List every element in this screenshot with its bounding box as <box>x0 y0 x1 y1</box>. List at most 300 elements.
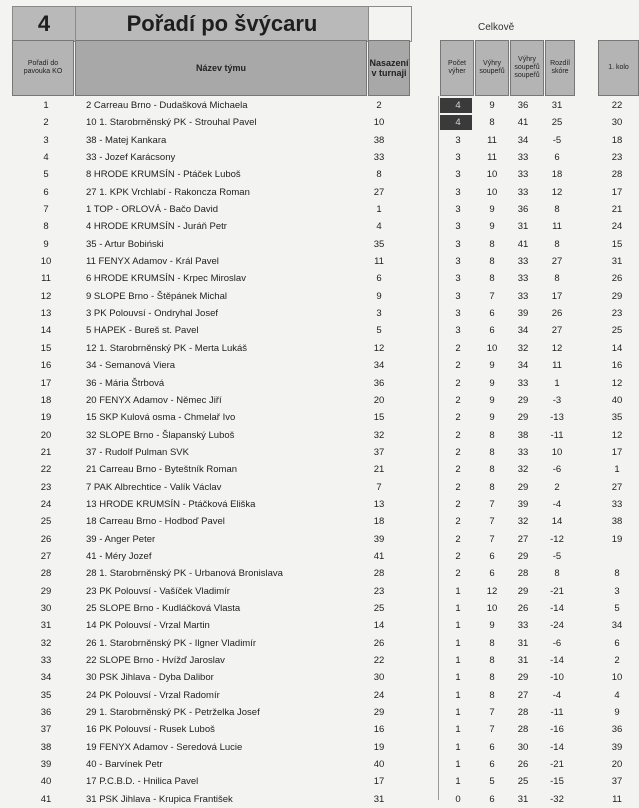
diff-cell: 11 <box>552 221 562 233</box>
wins-cell: 3 <box>455 325 461 337</box>
opp-wins-cell: 6 <box>489 550 495 562</box>
wins-cell: 2 <box>455 360 461 372</box>
round1-cell: 15 <box>611 238 623 250</box>
opp-wins-cell: 7 <box>489 516 495 528</box>
team-cell: 30 PSK Jihlava - Dyba Dalibor <box>86 672 214 684</box>
rank-cell: 25 <box>40 516 52 528</box>
rank-cell: 19 <box>40 412 52 424</box>
team-cell: 28 1. Starobrněnský PK - Urbanová Bronislava <box>86 568 283 580</box>
wins-of-opp-cell: 31 <box>517 637 529 649</box>
round1-cell: 14 <box>611 342 623 354</box>
rank-cell: 4 <box>43 152 49 164</box>
round1-cell: 10 <box>611 672 623 684</box>
diff-cell: -16 <box>550 724 564 736</box>
rank-cell: 29 <box>40 585 52 597</box>
wins-cell: 0 <box>455 793 461 805</box>
wins-of-opp-cell: 30 <box>517 741 529 753</box>
team-cell: 21 Carreau Brno - Byteštník Roman <box>86 464 238 476</box>
wins-cell: 3 <box>455 221 461 233</box>
opp-wins-cell: 7 <box>489 724 495 736</box>
rank-cell: 18 <box>40 394 52 406</box>
seed-cell: 6 <box>376 273 382 285</box>
round1-cell: 28 <box>611 169 623 181</box>
table-row <box>0 375 639 392</box>
table-row <box>0 114 639 131</box>
wins-of-opp-cell: 33 <box>517 169 529 181</box>
wins-of-opp-cell: 26 <box>517 759 529 771</box>
round1-cell: 35 <box>611 412 623 424</box>
rank-cell: 11 <box>41 273 51 285</box>
round1-cell: 3 <box>614 585 620 597</box>
rank-cell: 10 <box>40 256 52 268</box>
seed-cell: 24 <box>373 689 385 701</box>
opp-wins-cell: 10 <box>486 186 498 198</box>
round1-cell: 25 <box>611 325 623 337</box>
opp-wins-cell: 11 <box>487 134 497 146</box>
table-row <box>0 132 639 149</box>
rank-cell: 41 <box>40 793 52 805</box>
wins-of-opp-cell: 33 <box>517 256 529 268</box>
seed-cell: 14 <box>373 620 385 632</box>
diff-cell: 10 <box>551 446 563 458</box>
round1-cell: 30 <box>611 117 623 129</box>
seed-cell: 20 <box>373 394 385 406</box>
table-row <box>0 288 639 305</box>
table-row <box>0 409 639 426</box>
diff-cell: -10 <box>550 672 564 684</box>
rank-cell: 14 <box>40 325 52 337</box>
diff-cell: 27 <box>551 256 563 268</box>
team-cell: 3 PK Polouvsí - Ondryhal Josef <box>86 308 219 320</box>
round1-cell: 18 <box>611 134 623 146</box>
team-cell: 35 - Artur Bobiński <box>86 238 164 250</box>
diff-cell: -4 <box>552 689 562 701</box>
rank-cell: 13 <box>40 308 52 320</box>
table-row <box>0 617 639 634</box>
opp-wins-cell: 8 <box>489 655 495 666</box>
opp-wins-cell: 8 <box>489 637 495 649</box>
team-cell: 22 SLOPE Brno - Hvížď Jaroslav <box>86 655 225 666</box>
team-cell: 10 1. Starobrněnský PK - Strouhal Pavel <box>86 117 257 129</box>
seed-cell: 12 <box>373 342 385 354</box>
team-cell: 27 1. KPK Vrchlabí - Rakoncza Roman <box>86 186 250 198</box>
table-row <box>0 756 639 773</box>
wins-cell: 1 <box>455 724 461 736</box>
col-wins: Počet výher <box>440 40 474 96</box>
opp-wins-cell: 8 <box>489 117 495 129</box>
seed-cell: 2 <box>376 100 382 111</box>
diff-cell: -6 <box>552 637 562 649</box>
rank-cell: 32 <box>40 637 52 649</box>
team-cell: 29 1. Starobrněnský PK - Petrželka Josef <box>86 707 260 719</box>
seed-cell: 41 <box>373 550 385 562</box>
col-opp-wins: Výhry soupeřů <box>475 40 509 96</box>
rank-cell: 22 <box>40 464 52 476</box>
team-cell: 14 PK Polouvsí - Vrzal Martin <box>86 620 210 632</box>
opp-wins-cell: 6 <box>489 793 495 805</box>
wins-of-opp-cell: 32 <box>517 342 529 354</box>
wins-cell: 4 <box>455 117 461 129</box>
team-cell: 12 1. Starobrněnský PK - Merta Lukáš <box>86 342 248 354</box>
diff-cell: -32 <box>550 793 564 805</box>
wins-of-opp-cell: 36 <box>517 204 529 216</box>
opp-wins-cell: 8 <box>489 672 495 684</box>
wins-of-opp-cell: 31 <box>517 793 529 805</box>
opp-wins-cell: 6 <box>489 325 495 337</box>
wins-cell: 1 <box>455 637 461 649</box>
table-row <box>0 513 639 530</box>
wins-of-opp-cell: 33 <box>517 290 529 302</box>
opp-wins-cell: 6 <box>489 759 495 771</box>
round1-cell: 4 <box>614 689 620 701</box>
round1-cell: 29 <box>611 290 623 302</box>
table-row <box>0 479 639 496</box>
team-cell: 32 SLOPE Brno - Šlapanský Luboš <box>86 429 235 441</box>
table-row <box>0 340 639 357</box>
wins-cell: 1 <box>455 655 461 666</box>
table-row <box>0 236 639 253</box>
diff-cell: 11 <box>552 360 562 372</box>
opp-wins-cell: 11 <box>487 152 497 164</box>
seed-cell: 18 <box>373 516 385 528</box>
wins-of-opp-cell: 33 <box>517 152 529 164</box>
round1-cell: 31 <box>611 256 623 268</box>
wins-cell: 1 <box>455 620 461 632</box>
diff-cell: 2 <box>554 481 560 493</box>
table-row <box>0 496 639 513</box>
round1-cell: 26 <box>611 273 623 285</box>
header-blank-cell <box>368 6 412 42</box>
col-wins-of-opp: Výhry soupeřů soupeřů <box>510 40 544 96</box>
team-cell: 38 - Matej Kankara <box>86 134 167 146</box>
table-row <box>0 600 639 617</box>
wins-cell: 2 <box>455 550 461 562</box>
team-cell: 7 PAK Albrechtice - Valík Václav <box>86 481 222 493</box>
rank-cell: 2 <box>43 117 49 129</box>
wins-cell: 2 <box>455 446 461 458</box>
seed-cell: 17 <box>373 776 385 788</box>
diff-cell: -11 <box>550 707 564 719</box>
wins-of-opp-cell: 29 <box>517 672 529 684</box>
wins-of-opp-cell: 39 <box>517 498 529 510</box>
seed-cell: 31 <box>373 793 385 805</box>
wins-cell: 2 <box>455 481 461 493</box>
rank-cell: 21 <box>40 446 52 458</box>
round1-cell: 21 <box>611 204 623 216</box>
opp-wins-cell: 8 <box>489 238 495 250</box>
rank-cell: 26 <box>40 533 52 545</box>
wins-of-opp-cell: 33 <box>517 377 529 389</box>
wins-of-opp-cell: 41 <box>517 117 529 129</box>
col-seed: Nasazení v turnaji <box>368 40 410 96</box>
diff-cell: 18 <box>551 169 563 181</box>
wins-cell: 3 <box>455 308 461 320</box>
rank-cell: 35 <box>40 689 52 701</box>
diff-cell: -14 <box>550 655 564 666</box>
wins-of-opp-cell: 41 <box>517 238 529 250</box>
table-row <box>0 305 639 322</box>
seed-cell: 1 <box>376 204 382 216</box>
standings-table <box>0 97 639 808</box>
opp-wins-cell: 8 <box>489 464 495 476</box>
team-cell: 5 HAPEK - Bureš st. Pavel <box>86 325 199 337</box>
wins-cell: 1 <box>455 585 461 597</box>
table-row <box>0 687 639 704</box>
table-row <box>0 583 639 600</box>
round1-cell: 17 <box>611 186 623 198</box>
opp-wins-cell: 10 <box>486 169 498 181</box>
opp-wins-cell: 8 <box>489 481 495 493</box>
rank-cell: 38 <box>40 741 52 753</box>
seed-cell: 38 <box>373 134 385 146</box>
wins-cell: 2 <box>455 412 461 424</box>
diff-cell: 8 <box>554 204 560 216</box>
wins-cell: 3 <box>455 152 461 164</box>
seed-cell: 35 <box>373 238 385 250</box>
seed-cell: 3 <box>376 308 382 320</box>
wins-of-opp-cell: 28 <box>517 707 529 719</box>
round1-cell: 34 <box>611 620 623 632</box>
round1-cell: 38 <box>611 516 623 528</box>
team-cell: 25 SLOPE Brno - Kudláčková Vlasta <box>86 602 241 614</box>
seed-cell: 28 <box>373 568 385 580</box>
wins-of-opp-cell: 31 <box>517 221 529 233</box>
table-row <box>0 201 639 218</box>
team-cell: 1 TOP - ORLOVÁ - Bačo David <box>86 204 218 216</box>
seed-cell: 8 <box>376 169 382 181</box>
seed-cell: 21 <box>373 464 385 476</box>
seed-cell: 40 <box>373 759 385 771</box>
table-row <box>0 635 639 652</box>
round1-cell: 22 <box>611 100 623 111</box>
opp-wins-cell: 9 <box>489 377 495 389</box>
table-row <box>0 444 639 461</box>
opp-wins-cell: 8 <box>489 256 495 268</box>
seed-cell: 9 <box>376 290 382 302</box>
opp-wins-cell: 7 <box>489 533 495 545</box>
team-cell: 6 HRODE KRUMSÍN - Krpec Miroslav <box>86 273 246 285</box>
team-cell: 39 - Anger Peter <box>86 533 156 545</box>
wins-cell: 1 <box>455 741 461 753</box>
diff-cell: -24 <box>550 620 564 632</box>
wins-cell: 2 <box>455 516 461 528</box>
opp-wins-cell: 8 <box>489 429 495 441</box>
wins-cell: 2 <box>455 533 461 545</box>
rank-cell: 8 <box>43 221 49 233</box>
seed-cell: 39 <box>373 533 385 545</box>
diff-cell: -13 <box>550 412 564 424</box>
table-row <box>0 652 639 669</box>
round1-cell: 6 <box>614 637 620 649</box>
wins-of-opp-cell: 25 <box>517 776 529 788</box>
rank-cell: 5 <box>43 169 49 181</box>
team-cell: 11 FENYX Adamov - Král Pavel <box>86 256 219 268</box>
round1-cell: 12 <box>611 377 623 389</box>
rank-cell: 37 <box>40 724 52 736</box>
round1-cell: 16 <box>611 360 623 372</box>
rank-cell: 34 <box>40 672 52 684</box>
opp-wins-cell: 6 <box>489 741 495 753</box>
table-row <box>0 704 639 721</box>
team-cell: 37 - Rudolf Pulman SVK <box>86 446 189 458</box>
wins-cell: 3 <box>455 273 461 285</box>
rank-cell: 36 <box>40 707 52 719</box>
round1-cell: 9 <box>614 707 620 719</box>
round1-cell: 39 <box>611 741 623 753</box>
round1-cell: 17 <box>611 446 623 458</box>
wins-of-opp-cell: 29 <box>517 412 529 424</box>
team-cell: 34 - Semanová Viera <box>86 360 176 372</box>
overall-label: Celkově <box>478 22 515 33</box>
rank-cell: 40 <box>40 776 52 788</box>
wins-of-opp-cell: 29 <box>517 481 529 493</box>
diff-cell: -6 <box>552 464 562 476</box>
team-cell: 9 SLOPE Brno - Štěpánek Michal <box>86 290 227 302</box>
round1-cell: 19 <box>611 533 623 545</box>
opp-wins-cell: 9 <box>489 620 495 632</box>
wins-cell: 3 <box>455 256 461 268</box>
opp-wins-cell: 7 <box>489 707 495 719</box>
wins-of-opp-cell: 38 <box>517 429 529 441</box>
team-cell: 18 Carreau Brno - Hodboď Pavel <box>86 516 225 528</box>
team-cell: 40 - Barvínek Petr <box>86 759 163 771</box>
rank-cell: 39 <box>40 759 52 771</box>
round1-cell: 11 <box>612 793 622 805</box>
opp-wins-cell: 10 <box>486 342 498 354</box>
rank-cell: 6 <box>43 186 49 198</box>
opp-wins-cell: 8 <box>489 446 495 458</box>
team-cell: 17 P.C.B.D. - Hnilica Pavel <box>86 776 199 788</box>
wins-of-opp-cell: 31 <box>517 655 529 666</box>
diff-cell: -14 <box>550 741 564 753</box>
table-row <box>0 669 639 686</box>
team-cell: 16 PK Polouvsí - Rusek Luboš <box>86 724 215 736</box>
round1-cell: 23 <box>611 152 623 164</box>
seed-cell: 30 <box>373 672 385 684</box>
seed-cell: 23 <box>373 585 385 597</box>
table-row <box>0 149 639 166</box>
rank-cell: 3 <box>43 134 49 146</box>
wins-cell: 1 <box>455 602 461 614</box>
table-row <box>0 270 639 287</box>
wins-cell: 1 <box>455 672 461 684</box>
table-row <box>0 427 639 444</box>
table-row <box>0 531 639 548</box>
rank-cell: 12 <box>40 290 52 302</box>
wins-cell: 3 <box>455 290 461 302</box>
seed-cell: 15 <box>373 412 385 424</box>
wins-cell: 3 <box>455 134 461 146</box>
opp-wins-cell: 6 <box>489 308 495 320</box>
wins-of-opp-cell: 27 <box>517 689 529 701</box>
table-row <box>0 392 639 409</box>
opp-wins-cell: 6 <box>489 568 495 580</box>
seed-cell: 25 <box>373 602 385 614</box>
wins-of-opp-cell: 29 <box>517 550 529 562</box>
wins-of-opp-cell: 29 <box>517 585 529 597</box>
opp-wins-cell: 10 <box>486 602 498 614</box>
seed-cell: 26 <box>373 637 385 649</box>
diff-cell: 31 <box>551 100 563 111</box>
seed-cell: 16 <box>373 724 385 736</box>
seed-cell: 34 <box>373 360 385 372</box>
opp-wins-cell: 9 <box>489 360 495 372</box>
wins-of-opp-cell: 26 <box>517 602 529 614</box>
diff-cell: -11 <box>550 429 564 441</box>
diff-cell: 8 <box>554 238 560 250</box>
team-cell: 20 FENYX Adamov - Němec Jiří <box>86 394 222 406</box>
seed-cell: 5 <box>376 325 382 337</box>
team-cell: 19 FENYX Adamov - Seredová Lucie <box>86 741 243 753</box>
table-row <box>0 357 639 374</box>
wins-cell: 2 <box>455 342 461 354</box>
col-team: Název týmu <box>75 40 367 96</box>
opp-wins-cell: 7 <box>489 290 495 302</box>
table-row <box>0 461 639 478</box>
opp-wins-cell: 9 <box>489 221 495 233</box>
seed-cell: 22 <box>373 655 385 666</box>
team-cell: 2 Carreau Brno - Dudašková Michaela <box>86 100 248 111</box>
round1-cell: 24 <box>611 221 623 233</box>
col-rank: Pořadí do pavouka KO <box>12 40 74 96</box>
table-row <box>0 218 639 235</box>
rank-cell: 15 <box>40 342 52 354</box>
diff-cell: 8 <box>554 273 560 285</box>
rank-cell: 27 <box>40 550 52 562</box>
rank-cell: 31 <box>40 620 52 632</box>
seed-cell: 7 <box>376 481 382 493</box>
round1-cell: 40 <box>611 394 623 406</box>
diff-cell: -21 <box>550 759 564 771</box>
round1-cell: 2 <box>614 655 620 666</box>
seed-cell: 11 <box>374 256 384 268</box>
table-row <box>0 253 639 270</box>
table-row <box>0 773 639 790</box>
round1-cell: 8 <box>614 568 620 580</box>
team-cell: 26 1. Starobrněnský PK - Ilgner Vladimír <box>86 637 257 649</box>
table-row <box>0 166 639 183</box>
wins-cell: 2 <box>455 394 461 406</box>
rank-cell: 17 <box>40 377 52 389</box>
team-cell: 24 PK Polouvsí - Vrzal Radomír <box>86 689 220 701</box>
round1-cell: 20 <box>611 759 623 771</box>
diff-cell: -5 <box>552 134 562 146</box>
wins-cell: 3 <box>455 169 461 181</box>
round-number: 4 <box>12 6 76 42</box>
team-cell: 15 SKP Kulová osma - Chmelař Ivo <box>86 412 236 424</box>
diff-cell: 14 <box>551 516 563 528</box>
col-round1: 1. kolo <box>598 40 639 96</box>
wins-of-opp-cell: 32 <box>517 464 529 476</box>
diff-cell: 17 <box>551 290 563 302</box>
table-row <box>0 322 639 339</box>
wins-of-opp-cell: 32 <box>517 516 529 528</box>
rank-cell: 20 <box>40 429 52 441</box>
team-cell: 31 PSK Jihlava - Krupica František <box>86 793 233 805</box>
table-row <box>0 184 639 201</box>
team-cell: 41 - Méry Jozef <box>86 550 152 562</box>
seed-cell: 36 <box>373 377 385 389</box>
diff-cell: -14 <box>550 602 564 614</box>
seed-cell: 32 <box>373 429 385 441</box>
table-row <box>0 721 639 738</box>
opp-wins-cell: 8 <box>489 689 495 701</box>
round1-cell: 33 <box>611 498 623 510</box>
seed-cell: 27 <box>373 186 385 198</box>
diff-cell: -15 <box>550 776 564 788</box>
seed-cell: 33 <box>373 152 385 164</box>
seed-cell: 19 <box>373 741 385 753</box>
